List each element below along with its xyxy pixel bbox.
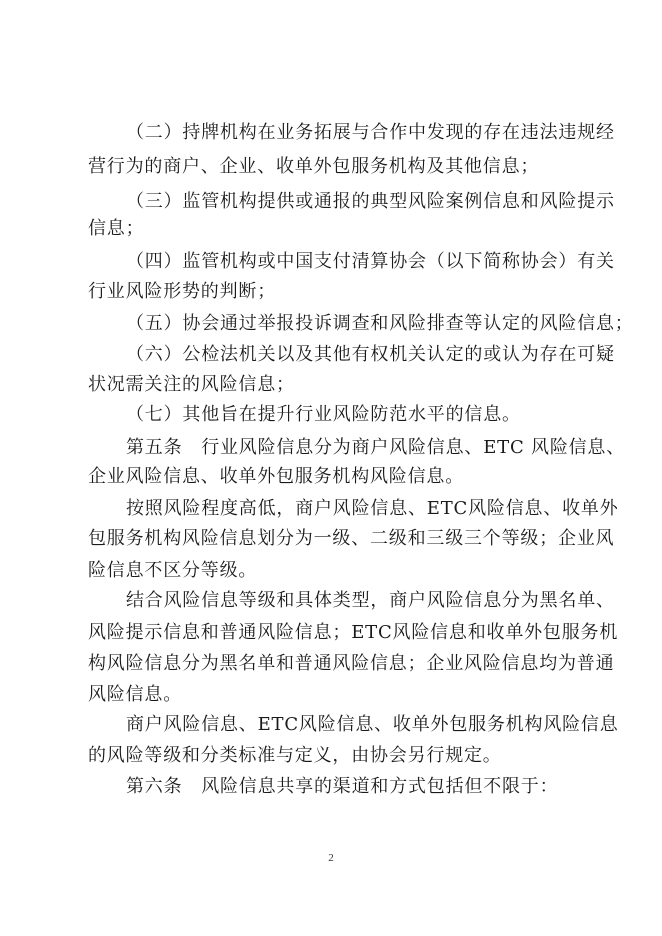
- paragraph-line: 企业风险信息、收单外包服务机构风险信息。: [88, 466, 464, 487]
- page-number: 2: [328, 852, 334, 864]
- paragraph-line: 险信息不区分等级。: [88, 560, 258, 581]
- paragraph-line: 风险信息。: [88, 684, 182, 705]
- paragraph-line: （七）其他旨在提升行业风险防范水平的信息。: [126, 404, 521, 425]
- paragraph-line: 按照风险程度高低，商户风险信息、ETC风险信息、收单外: [126, 498, 619, 519]
- paragraph-line: （六）公检法机关以及其他有权机关认定的或认为存在可疑: [126, 344, 615, 365]
- article-5-line: 第五条 行业风险信息分为商户风险信息、ETC 风险信息、: [126, 437, 626, 458]
- paragraph-line: （三）监管机构提供或通报的典型风险案例信息和风险提示: [126, 191, 615, 212]
- paragraph-line: 构风险信息分为黑名单和普通风险信息；企业风险信息均为普通: [88, 653, 615, 674]
- paragraph-line: 商户风险信息、ETC风险信息、收单外包服务机构风险信息: [126, 714, 619, 735]
- article-6-line: 第六条 风险信息共享的渠道和方式包括但不限于：: [126, 776, 559, 797]
- paragraph-line: 结合风险信息等级和具体类型，商户风险信息分为黑名单、: [126, 590, 615, 611]
- paragraph-line: 状况需关注的风险信息；: [88, 374, 295, 395]
- paragraph-line: 包服务机构风险信息划分为一级、二级和三级三个等级；企业风: [88, 528, 615, 549]
- paragraph-line: （二）持牌机构在业务拓展与合作中发现的存在违法违规经: [126, 122, 615, 143]
- paragraph-line: 营行为的商户、企业、收单外包服务机构及其他信息；: [88, 156, 540, 177]
- paragraph-line: （五）协会通过举报投诉调查和风险排查等认定的风险信息；: [126, 313, 634, 334]
- paragraph-line: 风险提示信息和普通风险信息；ETC风险信息和收单外包服务机: [88, 622, 619, 643]
- paragraph-line: （四）监管机构或中国支付清算协会（以下简称协会）有关: [126, 251, 615, 272]
- paragraph-line: 信息；: [88, 218, 145, 239]
- paragraph-line: 行业风险形势的判断；: [88, 281, 276, 302]
- paragraph-line: 的风险等级和分类标准与定义，由协会另行规定。: [88, 745, 502, 766]
